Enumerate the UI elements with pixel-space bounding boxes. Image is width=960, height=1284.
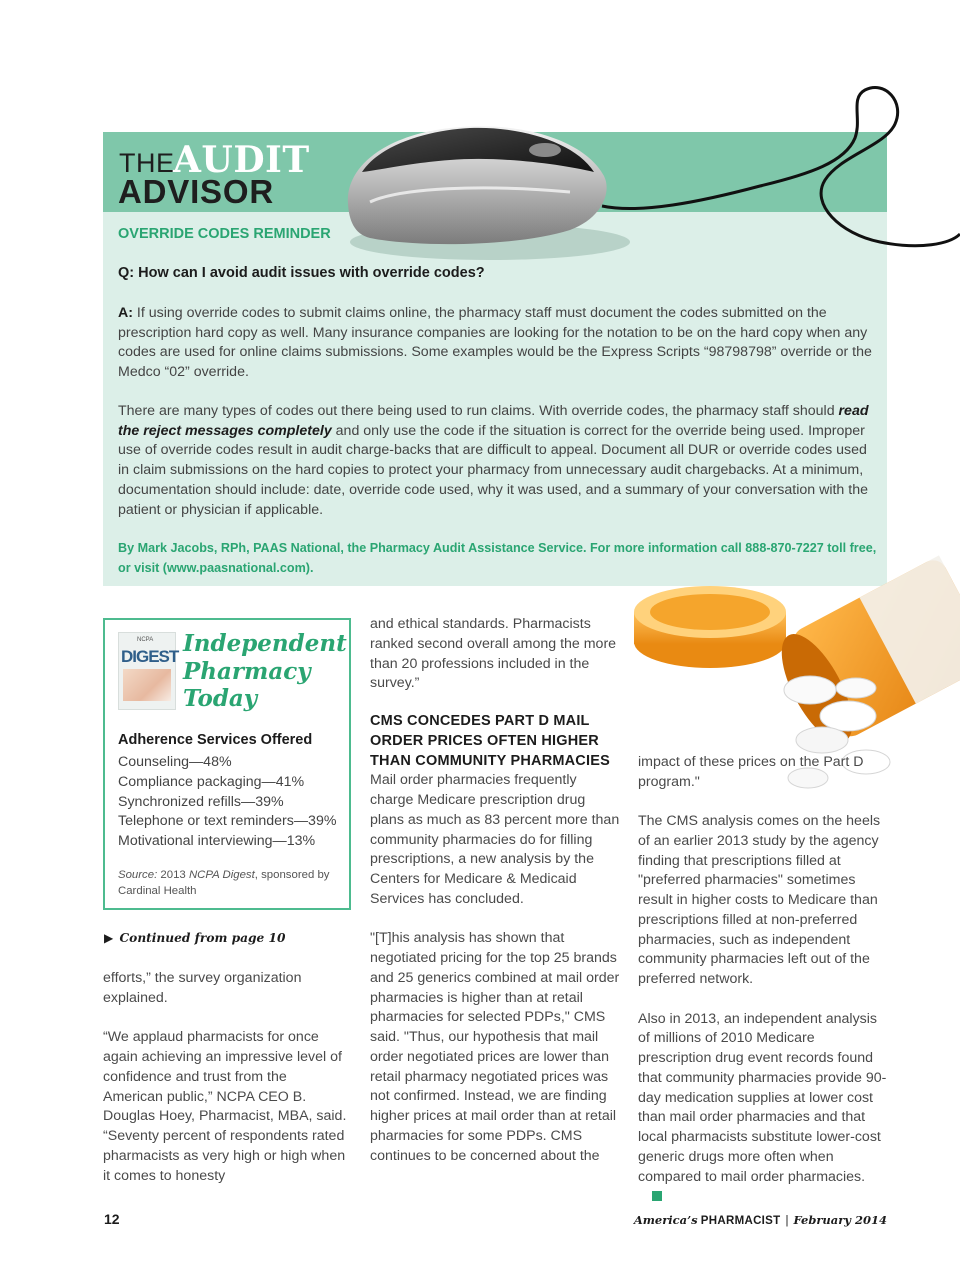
digest-source [118, 867, 340, 899]
publication-name: PHARMACIST [700, 1215, 781, 1227]
list-item: Synchronized refills—39% [118, 793, 284, 810]
body-after: and only use the code if the situation is correct for the override being used. Improper use of override codes result in audit charge-backs that are difficult to appeal. Document all DUR or override codes used in claim submissions on the hard copies to protect your pharmacy from unnecessary audit chargebacks. At a minimum, documentation should include: date, override code used, why it was used, and a summary of your conversation with the patient or physician if applicable. [118, 422, 868, 518]
digest-cover-photo [123, 669, 171, 701]
col3-final-text: Also in 2013, an independent analysis of millions of 2010 Medicare prescription drug event records found that community pharmacies provide 90-day medication supplies at lower cost than mail order pharmacies and that local pharmacists substitute lower-cost generic drugs more often when compared to mail order pharmacies. [638, 1010, 887, 1185]
audit-question: Q: How can I avoid audit issues with override codes? [118, 265, 485, 281]
end-square-icon [652, 1191, 662, 1201]
col1-paragraph: “We applaud pharmacists for once again achieving an impressive level of confidence and trust from the American public,” NCPA CEO B. Douglas Hoey, Pharmacist, MBA, said. “Seventy percent of respondents rated pharmacists as very high or high when it comes to honesty [103, 1029, 347, 1184]
column-3-top [638, 753, 888, 812]
source-rest: , sponsored by Cardinal Health [118, 869, 330, 897]
list-item: Telephone or text reminders—39% [118, 813, 337, 830]
computer-mouse-illustration [340, 84, 960, 334]
title-the: THE [119, 148, 175, 178]
column-1 [103, 969, 349, 1206]
title-audit: AUDIT [173, 139, 310, 181]
col1-paragraph: efforts,” the survey organization explained. [103, 970, 302, 1006]
column-2-top [370, 615, 622, 714]
issue-date: February 2014 [793, 1213, 887, 1227]
footer-publication [634, 1213, 887, 1227]
audit-subhead: OVERRIDE CODES REMINDER [118, 226, 331, 242]
triangle-right-icon: ▶ [104, 931, 114, 945]
source-year: 2013 [157, 869, 189, 881]
title-advisor: ADVISOR [118, 173, 274, 210]
publication-italic: America’s [633, 1213, 698, 1227]
audit-body [118, 402, 878, 520]
page-number: 12 [104, 1211, 120, 1227]
column-3 [638, 812, 888, 1227]
col3-paragraph-end [638, 1010, 888, 1208]
column-2 [370, 712, 622, 1186]
list-item: Counseling—48% [118, 754, 232, 770]
digest-sidebar [103, 618, 351, 910]
cms-article-heading: CMS CONCEDES PART D MAIL ORDER PRICES OFTEN HIGHER THAN COMMUNITY PHARMACIES [370, 713, 610, 769]
col2-paragraph: and ethical standards. Pharmacists ranked second overall among the more than 20 professions included in the survey.” [370, 616, 617, 692]
continued-text: Continued from page 10 [119, 931, 286, 945]
digest-heading: Adherence Services Offered [118, 732, 313, 748]
list-item: Compliance packaging—41% [118, 773, 305, 790]
col3-paragraph: impact of these prices on the Part D program." [638, 754, 864, 790]
digest-cover-image [118, 632, 179, 710]
audit-byline: By Mark Jacobs, RPh, PAAS National, the Pharmacy Audit Assistance Service. For more information call 888-870-7227 toll free, or visit (www.paasnational.com). [118, 541, 877, 575]
source-publication: NCPA Digest [188, 869, 255, 881]
digest-cover-top: NCPA [137, 637, 154, 643]
digest-cover-word: DIGEST [121, 647, 179, 666]
adherence-services-list [118, 753, 336, 852]
answer-label: A: [118, 305, 133, 321]
body-before: There are many types of codes out there being used to run claims. With override codes, the pharmacy staff should [118, 403, 839, 419]
digest-title: Independent Pharmacy Today [183, 630, 347, 712]
body-emphasis: read the reject messages completely [118, 403, 869, 439]
source-label: Source: [118, 869, 158, 881]
footer-separator: | [785, 1215, 789, 1227]
col2-paragraph: Mail order pharmacies frequently charge Medicare prescription drug plans as much as 83 percent more than community pharmacies do for filling prescriptions, a new analysis by the Centers for Medicare & Medicaid Services has concluded. [370, 772, 620, 907]
answer-text: If using override codes to submit claims online, the pharmacy staff must document the codes submitted on the prescription hard copy as well. Many insurance companies are looking for the notation to be on the hard copy when any codes are used for online claims submissions. Some examples would be the Express Scripts “98798798” override or the Medco “02” override. [118, 305, 872, 381]
continued-from-marker [104, 931, 286, 945]
col2-paragraph: "[T]his analysis has shown that negotiated pricing for the top 25 brands and 25 generics combined at mail order pharmacies is higher than at retail pharmacies for selected PDPs," CMS said. "Thus, our hypothesis that mail order negotiated prices are lower than retail pharmacy negotiated prices was not confirmed. Instead, we are finding higher prices at mail order than at retail pharmacies for some PDPs. CMS continues to be concerned about the [370, 930, 620, 1164]
col3-paragraph: The CMS analysis comes on the heels of an earlier 2013 study by the agency finding that prescriptions filled at "preferred pharmacies" sometimes result in higher costs to Medicare than prescriptions filled at non-preferred pharmacies, such as independent community pharmacies left out of the preferred network. [638, 813, 881, 987]
list-item: Motivational interviewing—13% [118, 833, 316, 850]
